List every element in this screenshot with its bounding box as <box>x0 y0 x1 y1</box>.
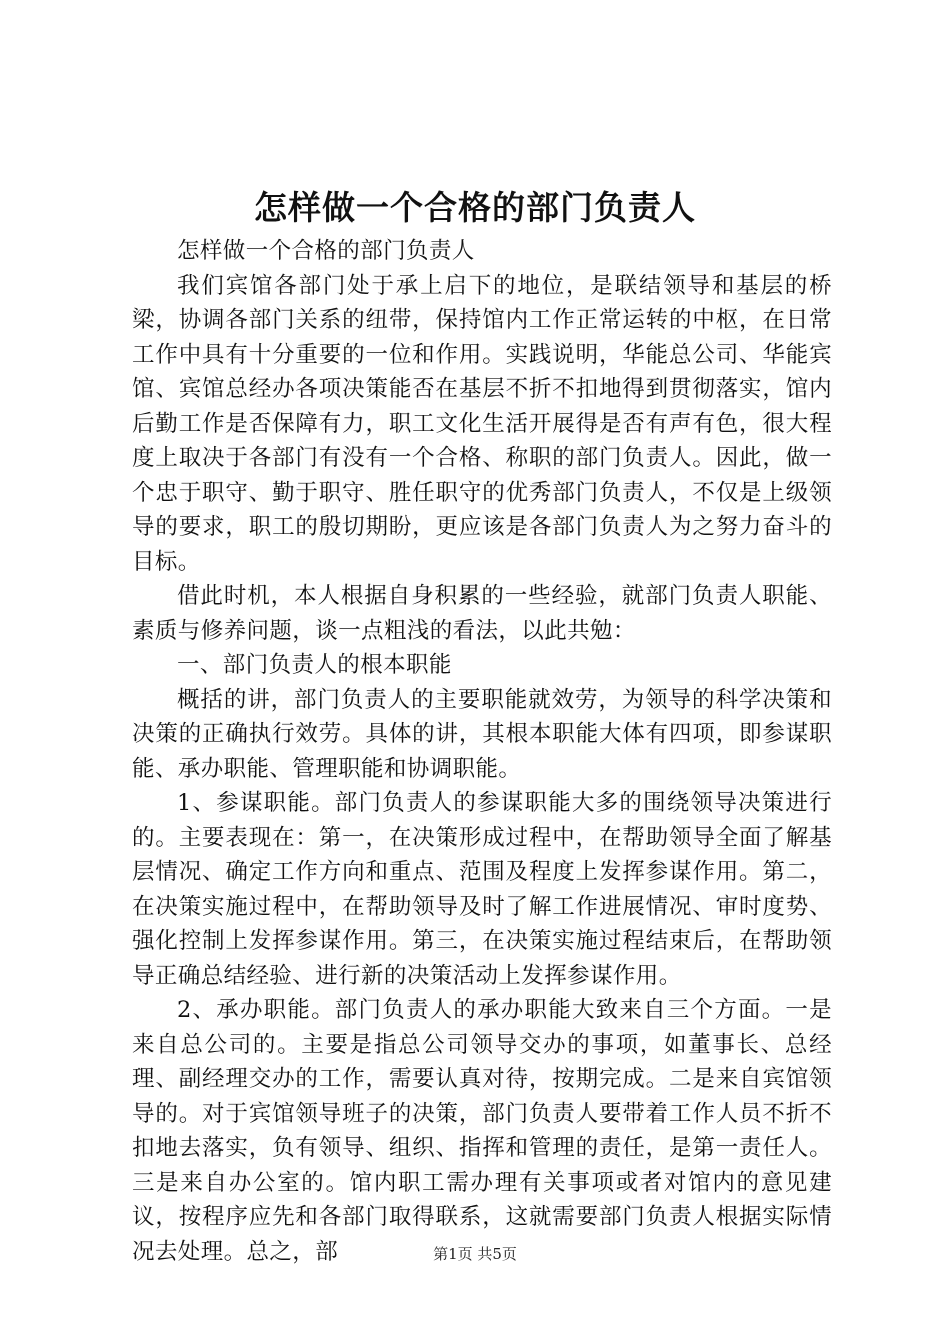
paragraph-subtitle: 怎样做一个合格的部门负责人 <box>177 238 475 264</box>
page-footer: 第1页 共5页 <box>433 1245 517 1263</box>
paragraph-advisory-function: 1、参谋职能。部门负责人的参谋职能大多的围绕领导决策进行的。主要表现在：第一，在决策形成过程中，在帮助领导全面了解基层情况、确定工作方向和重点、范围及程度上发挥参谋作用。第二，在决策实施过程中，在帮助领导及时了解工作进展情况、审时度势、强化控制上发挥参谋作用。第三，在决策实施过程结束后，在帮助领导正确总结经验、进行新的决策活动上发挥参谋作用。 <box>132 790 832 989</box>
paragraph-purpose: 借此时机，本人根据自身积累的一些经验，就部门负责人职能、素质与修养问题，谈一点粗浅的看法，以此共勉： <box>132 583 832 644</box>
paragraph-handling-function: 2、承办职能。部门负责人的承办职能大致来自三个方面。一是来自总公司的。主要是指总公司领导交办的事项，如董事长、总经理、副经理交办的工作，需要认真对待，按期完成。二是来自宾馆领导的。对于宾馆领导班子的决策，部门负责人要带着工作人员不折不扣地去落实，负有领导、组织、指挥和管理的责任，是第一责任人。三是来自办公室的。馆内职工需办理有关事项或者对馆内的意见建议，按程序应先和各部门取得联系，这就需要部门负责人根据实际情况去处理。总之，部 <box>132 997 832 1265</box>
paragraph-functions-overview: 概括的讲，部门负责人的主要职能就效劳，为领导的科学决策和决策的正确执行效劳。具体的讲，其根本职能大体有四项，即参谋职能、承办职能、管理职能和协调职能。 <box>132 686 832 782</box>
paragraph-intro: 我们宾馆各部门处于承上启下的地位，是联结领导和基层的桥梁，协调各部门关系的纽带，保持馆内工作正常运转的中枢，在日常工作中具有十分重要的一位和作用。实践说明，华能总公司、华能宾馆、宾馆总经办各项决策能否在基层不折不扣地得到贯彻落实，馆内后勤工作是否保障有力，职工文化生活开展得是否有声有色，很大程度上取决于各部门有没有一个合格、称职的部门负责人。因此，做一个忠于职守、勤于职守、胜任职守的优秀部门负责人，不仅是上级领导的要求，职工的殷切期盼，更应该是各部门负责人为之努力奋斗的目标。 <box>132 272 832 575</box>
section-heading-functions: 一、部门负责人的根本职能 <box>177 652 452 678</box>
document-title: 怎样做一个合格的部门负责人 <box>254 188 696 227</box>
document-body <box>132 234 832 1269</box>
